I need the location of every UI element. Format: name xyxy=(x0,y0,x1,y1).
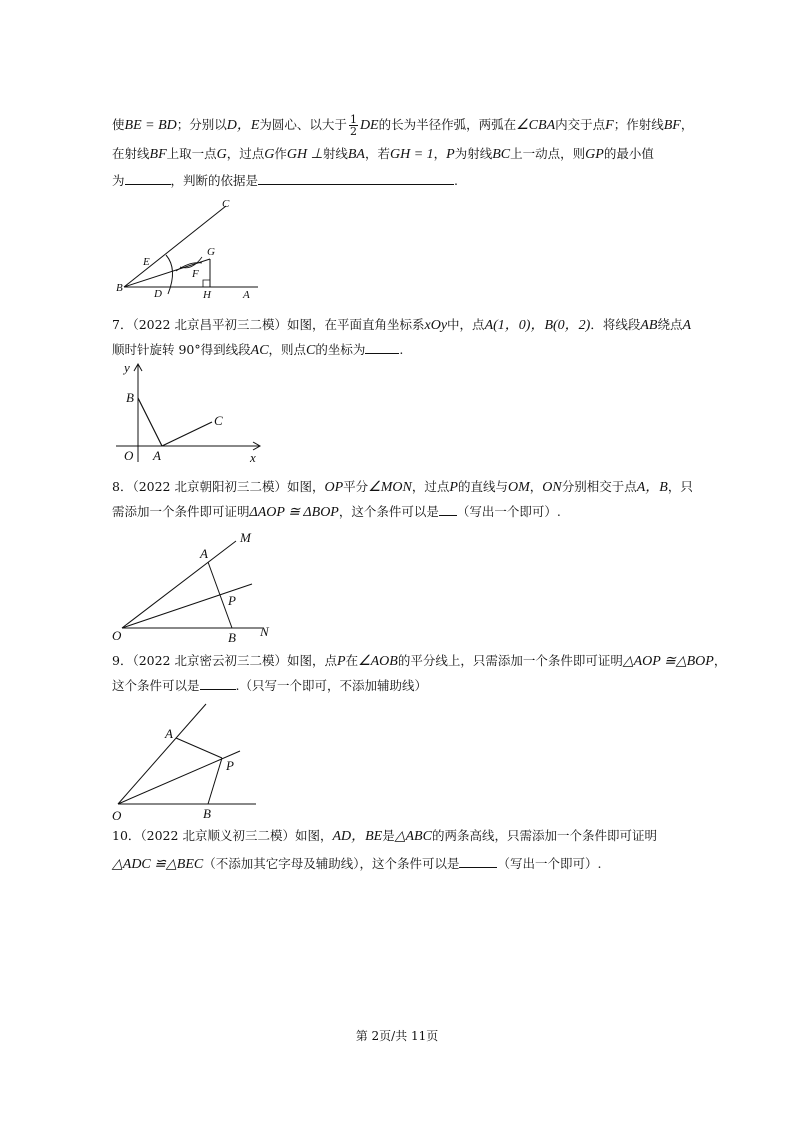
q6-blank-2[interactable] xyxy=(258,172,454,185)
label-D: D xyxy=(154,288,162,300)
label-B: B xyxy=(116,282,123,294)
label-P: P xyxy=(228,593,236,608)
q8-figure xyxy=(110,528,280,648)
label-E: E xyxy=(143,256,150,268)
q10-blank[interactable] xyxy=(459,855,497,868)
label-O: O xyxy=(112,808,122,823)
q7-figure xyxy=(110,358,270,468)
q8-blank[interactable] xyxy=(439,503,457,516)
label-x: x xyxy=(250,450,256,465)
q6-blank-1[interactable] xyxy=(125,172,171,185)
q9-line-2: 这个条件可以是 .（只写一个即可，不添加辅助线） xyxy=(112,678,427,693)
label-C: C xyxy=(214,413,223,428)
label-A: A xyxy=(165,726,173,741)
q6-line-2: 在射线BF上取一点G，过点G作GH ⊥射线BA，若GH = 1，P为射线BC上一动点，则GP的最小值 xyxy=(112,146,654,162)
label-y: y xyxy=(124,360,130,375)
q6-line-3: 为 ，判断的依据是 . xyxy=(112,173,459,188)
label-O: O xyxy=(124,448,134,463)
q6-line-1: 使BE = BD；分别以D，E为圆心、以大于 $\frac{1}{2}$ DE的长为半径作弧，两弧在∠CBA内交于点F；作射线BF， xyxy=(112,113,694,138)
label-A: A xyxy=(200,546,208,561)
half-fraction: $\frac{1}{2}$ xyxy=(349,113,357,138)
page-footer: 第 2页/共 11页 xyxy=(355,1029,439,1043)
label-B: B xyxy=(228,630,236,645)
label-P: P xyxy=(226,758,234,773)
label-M: M xyxy=(240,530,251,545)
label-A: A xyxy=(153,448,161,463)
label-A: A xyxy=(243,289,250,301)
q9-blank[interactable] xyxy=(200,677,236,690)
label-F: F xyxy=(192,268,199,280)
q9-line-1: 9．（2022 北京密云初三二模）如图，点P在∠AOB的平分线上，只需添加一个条件即可证明△AOP ≅△BOP， xyxy=(112,653,727,669)
label-H: H xyxy=(203,289,211,301)
q6-figure xyxy=(110,195,270,305)
q7-line-2: 顺时针旋转 90°得到线段AC，则点C的坐标为 . xyxy=(112,342,404,358)
q8-line-1: 8．（2022 北京朝阳初三二模）如图，OP平分∠MON，过点P的直线与OM，ON分别相交于点A，B，只 xyxy=(112,479,693,495)
q7-line-1: 7．（2022 北京昌平初三二模）如图，在平面直角坐标系xOy中，点A(1，0)，B(0，2)．将线段AB绕点A xyxy=(112,317,692,333)
label-O: O xyxy=(112,628,122,643)
label-N: N xyxy=(260,624,269,639)
q8-line-2: 需添加一个条件即可证明ΔAOP ≅ ΔBOP，这个条件可以是 （写出一个即可）. xyxy=(112,504,561,520)
label-G: G xyxy=(207,246,215,258)
q10-line-1: 10．（2022 北京顺义初三二模）如图，AD，BE是△ABC的两条高线，只需添加一个条件即可证明 xyxy=(112,828,657,844)
label-C: C xyxy=(222,198,230,210)
q10-line-2: △ADC ≌△BEC（不添加其它字母及辅助线），这个条件可以是 （写出一个即可）. xyxy=(112,856,602,872)
label-B: B xyxy=(126,390,134,405)
q7-blank[interactable] xyxy=(365,341,399,354)
label-B: B xyxy=(203,806,211,821)
q9-figure xyxy=(110,700,270,825)
